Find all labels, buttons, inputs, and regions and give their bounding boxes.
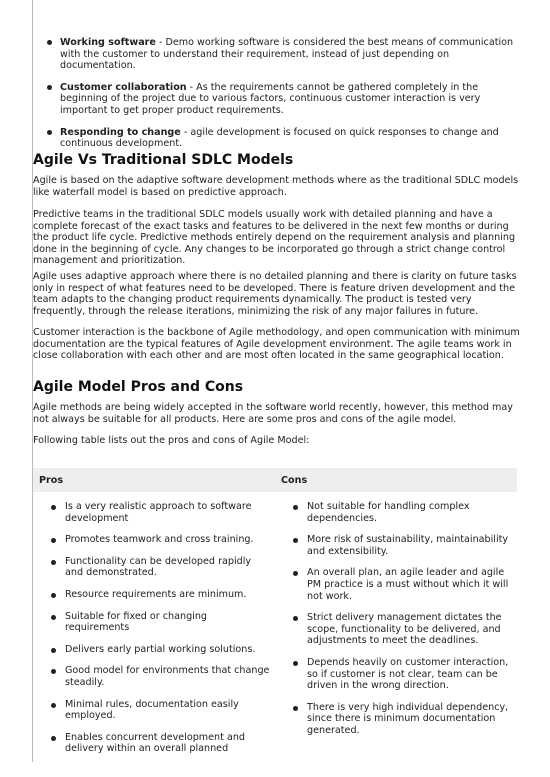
list-item: More risk of sustainability, maintainability and extensibility.	[293, 534, 515, 557]
table-header-pros: Pros	[39, 475, 64, 486]
section-heading-agile-vs-traditional: Agile Vs Traditional SDLC Models	[33, 152, 294, 168]
list-item: Promotes teamwork and cross training.	[51, 534, 271, 546]
table-header-cons: Cons	[281, 475, 308, 486]
list-item: An overall plan, an agile leader and agile PM practice is a must without which it will not work.	[293, 567, 515, 602]
section-heading-pros-cons: Agile Model Pros and Cons	[33, 379, 244, 395]
pros-list	[51, 501, 271, 755]
cons-cell	[293, 501, 515, 747]
list-item: Resource requirements are minimum.	[51, 589, 271, 601]
paragraph: Customer interaction is the backbone of Agile methodology, and open communication with minimum documentation are the typical features of Agile development environment. The agile teams work in close collaboration with each other and are most often located in the same geographical location.	[33, 327, 520, 362]
list-item: Minimal rules, documentation easily employed.	[51, 699, 271, 722]
cons-list	[293, 501, 515, 737]
principle-term: Customer collaboration	[60, 81, 187, 93]
list-item: Suitable for fixed or changing requirements	[51, 611, 271, 634]
table-header-row	[33, 468, 517, 492]
pros-cell	[51, 501, 271, 765]
principle-text: - Demo working software is considered the best means of communication with the customer to understand their requirement, instead of just depending on documentation.	[60, 37, 514, 72]
principle-text: - As the requirements cannot be gathered completely in the beginning of the project due to various factors, continuous customer interaction is very important to get proper product requirements.	[60, 81, 481, 116]
agile-principles-list	[47, 37, 517, 160]
paragraph: Agile is based on the adaptive software development methods where as the traditional SDLC models like waterfall model is based on predictive approach.	[33, 175, 519, 198]
list-item: Delivers early partial working solutions.	[51, 644, 271, 656]
list-item	[47, 82, 517, 117]
list-item: Not suitable for handling complex dependencies.	[293, 501, 515, 524]
list-item	[47, 37, 517, 72]
list-item: Is a very realistic approach to software development	[51, 501, 271, 524]
paragraph: Agile uses adaptive approach where there is no detailed planning and there is clarity on future tasks only in respect of what features need to be developed. There is feature driven development and the team adapts to the changing product requirements dynamically. The product is tested very frequently, through the release iterations, minimizing the risk of any major failures in future.	[33, 271, 517, 317]
list-item	[47, 127, 517, 150]
list-item: Good model for environments that change steadily.	[51, 665, 271, 688]
principle-term: Working software	[60, 37, 156, 48]
principle-text: - agile development is focused on quick responses to change and continuous development.	[60, 126, 499, 150]
list-item: Strict delivery management dictates the scope, functionality to be delivered, and adjustments to meet the deadlines.	[293, 612, 515, 647]
list-item: Depends heavily on customer interaction, so if customer is not clear, team can be driven in the wrong direction.	[293, 657, 515, 692]
paragraph: Agile methods are being widely accepted in the software world recently, however, this method may not always be suitable for all products. Here are some pros and cons of the agile model.	[33, 402, 513, 425]
list-item: Enables concurrent development and delivery within an overall planned	[51, 732, 271, 755]
list-item: Functionality can be developed rapidly and demonstrated.	[51, 556, 271, 579]
paragraph: Predictive teams in the traditional SDLC models usually work with detailed planning and have a complete forecast of the exact tasks and features to be delivered in the next few months or during the product life cycle. Predictive methods entirely depend on the requirement analysis and planning done in the beginning of cycle. Any changes to be incorporated go through a strict change control management and prioritization.	[33, 209, 516, 267]
list-item: There is very high individual dependency, since there is minimum documentation generated.	[293, 702, 515, 737]
principle-term: Responding to change	[60, 126, 181, 138]
paragraph: Following table lists out the pros and cons of Agile Model:	[33, 435, 310, 446]
